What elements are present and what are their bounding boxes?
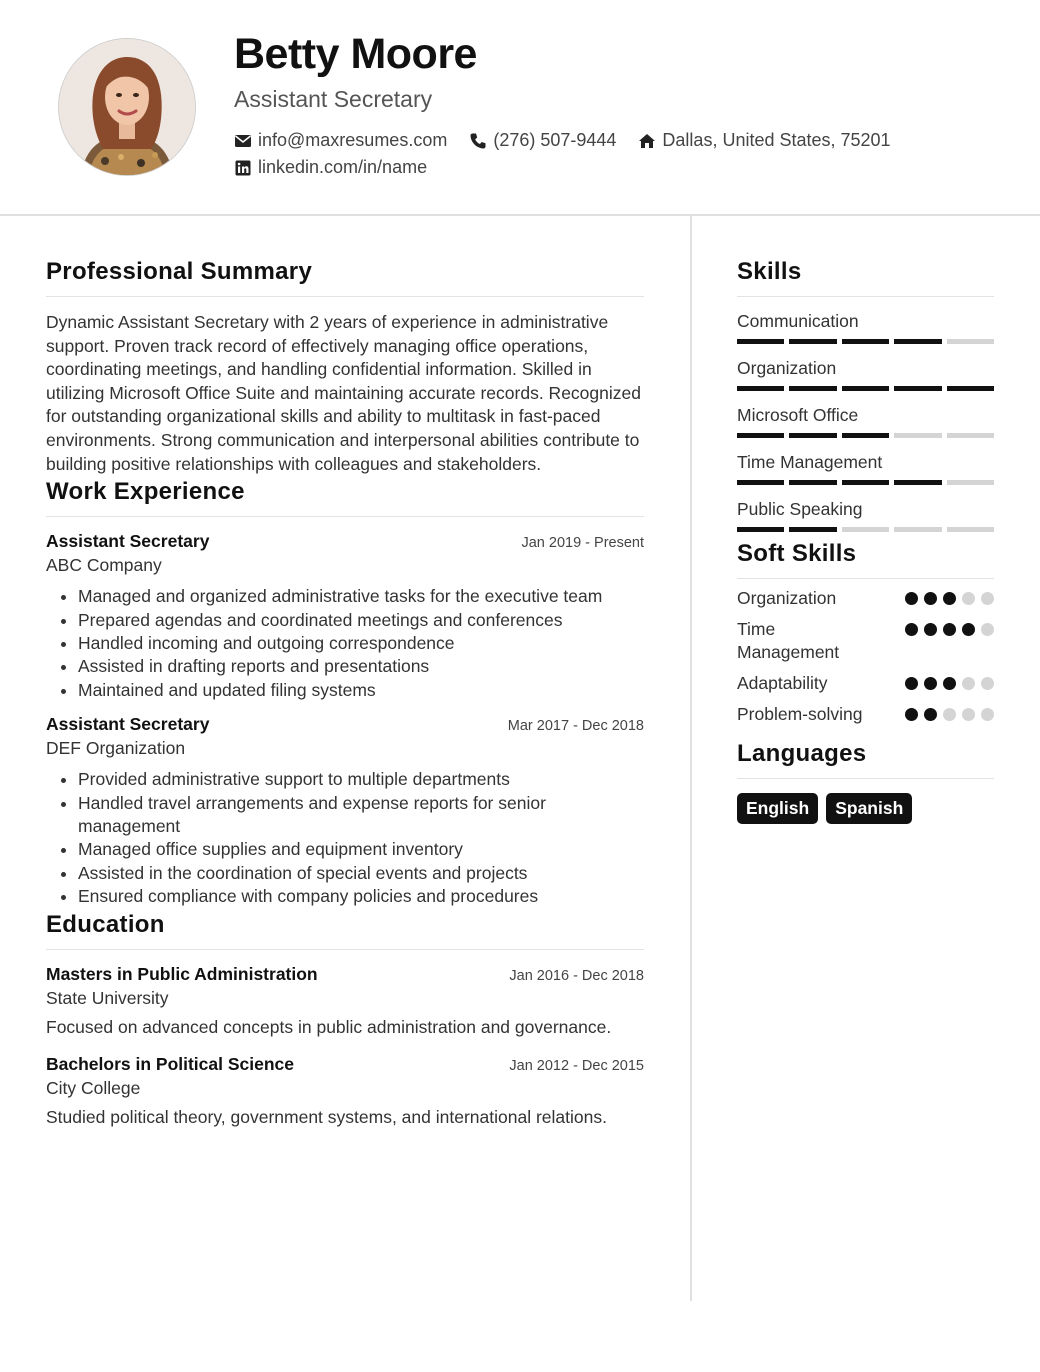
profile-photo [59, 39, 195, 175]
soft-skill-item [737, 587, 994, 610]
soft-skills-list [737, 587, 994, 726]
column-divider [690, 216, 692, 1301]
bullet-item: • Managed and organized administrative tasks for the executive team [78, 585, 644, 608]
degree-description: Studied political theory, government systems, and international relations. [46, 1106, 607, 1127]
degree-description: Focused on advanced concepts in public administration and governance. [46, 1016, 612, 1037]
skill-level-bar [737, 339, 994, 344]
job-company: ABC Company [46, 555, 162, 576]
summary-text: Dynamic Assistant Secretary with 2 years of experience in administrative support. Proven track record of effectively managing office operations, coordinating meetings, and handling confidential information. Skilled in utilizing Microsoft Office Suite and maintaining accurate records. Recognized for outstanding organizational skills and ability to multitask in fast-paced environments. Strong communication and interpersonal abilities contribute to building positive relationships with colleagues and stakeholders. [46, 312, 641, 474]
education-entry [46, 1054, 644, 1128]
right-column [737, 258, 994, 824]
skill-item [737, 499, 994, 532]
skills-heading: Skills [737, 258, 994, 297]
skill-level-segment [842, 386, 889, 391]
skill-name: Communication [737, 311, 859, 331]
location-text: Dallas, United States, 75201 [662, 130, 891, 150]
left-column [46, 258, 644, 1128]
skill-level-segment [947, 433, 994, 438]
soft-skill-name: Problem-solving [737, 704, 863, 724]
soft-skill-dot [905, 592, 918, 605]
soft-skill-dot [943, 677, 956, 690]
skill-level-segment [789, 527, 836, 532]
skill-item [737, 452, 994, 485]
soft-skill-item [737, 672, 994, 695]
skill-name: Time Management [737, 452, 883, 472]
language-badge: English [737, 793, 818, 824]
candidate-title: Assistant Secretary [234, 86, 433, 112]
bullet-item: • Handled incoming and outgoing correspondence [78, 632, 644, 655]
skill-level-segment [842, 339, 889, 344]
soft-skill-name: Adaptability [737, 673, 828, 693]
job-company: DEF Organization [46, 738, 186, 759]
home-icon [638, 132, 656, 150]
skill-level-segment [894, 527, 941, 532]
contact-email[interactable] [234, 130, 447, 151]
skill-name: Microsoft Office [737, 405, 859, 425]
skill-level-bar [737, 527, 994, 532]
email-text: info@maxresumes.com [258, 130, 448, 150]
skill-level-bar [737, 386, 994, 391]
contact-linkedin[interactable] [234, 157, 427, 178]
avatar [58, 38, 196, 176]
soft-skill-name: Organization [737, 588, 837, 608]
skill-level-segment [894, 433, 941, 438]
language-badge: Spanish [826, 793, 912, 824]
degree-title: Masters in Public Administration [46, 963, 318, 984]
skill-level-segment [842, 433, 889, 438]
soft-skill-dot [962, 677, 975, 690]
contact-phone[interactable] [469, 130, 616, 151]
school-name: State University [46, 987, 169, 1008]
languages-list [737, 793, 994, 824]
soft-skill-dots [905, 592, 994, 605]
skill-level-segment [737, 386, 784, 391]
soft-skill-dot [962, 623, 975, 636]
degree-dates: Jan 2016 - Dec 2018 [509, 967, 644, 984]
bullet-item: • Handled travel arrangements and expense reports for senior management [78, 792, 644, 839]
contact-row [234, 130, 891, 151]
soft-skill-dot [981, 708, 994, 721]
skill-level-segment [947, 339, 994, 344]
soft-skill-dot [943, 592, 956, 605]
soft-skill-dot [905, 677, 918, 690]
soft-skill-dot [943, 623, 956, 636]
soft-skill-item [737, 618, 994, 664]
soft-skill-item [737, 703, 994, 726]
skill-level-bar [737, 433, 994, 438]
skill-level-segment [947, 480, 994, 485]
soft-skill-dots [905, 677, 994, 690]
phone-icon [469, 132, 487, 150]
skill-item [737, 405, 994, 438]
job-entry [46, 531, 644, 702]
linkedin-text: linkedin.com/in/name [258, 157, 428, 177]
skill-level-segment [842, 480, 889, 485]
skill-level-segment [737, 480, 784, 485]
education-entry [46, 964, 644, 1038]
skill-level-segment [789, 386, 836, 391]
job-title: Assistant Secretary [46, 714, 210, 735]
job-bullets [46, 768, 644, 908]
phone-text: (276) 507-9444 [493, 130, 617, 150]
soft-skill-dot [981, 677, 994, 690]
skill-level-segment [894, 480, 941, 485]
skill-level-segment [789, 433, 836, 438]
skill-level-segment [842, 527, 889, 532]
bullet-item: • Prepared agendas and coordinated meetings and conferences [78, 609, 644, 632]
skill-name: Public Speaking [737, 499, 863, 519]
job-dates: Mar 2017 - Dec 2018 [507, 718, 644, 735]
skill-level-segment [737, 433, 784, 438]
contact-row-2 [234, 157, 427, 178]
soft-skill-dot [924, 677, 937, 690]
skill-level-bar [737, 480, 994, 485]
experience-heading: Work Experience [46, 478, 644, 517]
soft-skill-dot [962, 592, 975, 605]
skills-list [737, 311, 994, 532]
bullet-item: • Provided administrative support to multiple departments [78, 768, 644, 791]
skill-level-segment [947, 527, 994, 532]
skill-level-segment [789, 339, 836, 344]
skill-level-segment [894, 339, 941, 344]
job-dates: Jan 2019 - Present [521, 535, 644, 552]
school-name: City College [46, 1077, 141, 1098]
bullet-item: • Assisted in drafting reports and presentations [78, 655, 644, 678]
summary-heading: Professional Summary [46, 258, 644, 297]
bullet-item: • Managed office supplies and equipment inventory [78, 838, 644, 861]
soft-skill-dots [905, 623, 994, 636]
envelope-icon [234, 132, 252, 150]
soft-skills-heading: Soft Skills [737, 540, 994, 579]
skill-item [737, 311, 994, 344]
soft-skill-dot [924, 623, 937, 636]
soft-skill-dot [905, 623, 918, 636]
soft-skill-dot [924, 592, 937, 605]
contact-location [638, 130, 890, 151]
soft-skill-dot [981, 623, 994, 636]
degree-title: Bachelors in Political Science [46, 1053, 295, 1074]
soft-skill-dot [905, 708, 918, 721]
linkedin-icon [234, 159, 252, 177]
bullet-item: • Assisted in the coordination of special events and projects [78, 862, 644, 885]
education-heading: Education [46, 911, 644, 950]
bullet-item: • Maintained and updated filing systems [78, 679, 644, 702]
skill-level-segment [737, 339, 784, 344]
degree-dates: Jan 2012 - Dec 2015 [509, 1057, 644, 1074]
soft-skill-dot [962, 708, 975, 721]
job-bullets [46, 585, 644, 702]
resume-header [0, 0, 1040, 216]
skill-level-segment [947, 386, 994, 391]
skill-item [737, 358, 994, 391]
skill-level-segment [789, 480, 836, 485]
skill-name: Organization [737, 358, 837, 378]
soft-skill-dot [981, 592, 994, 605]
job-title: Assistant Secretary [46, 531, 210, 552]
languages-heading: Languages [737, 740, 994, 779]
bullet-item: • Ensured compliance with company policies and procedures [78, 885, 644, 908]
skill-level-segment [894, 386, 941, 391]
candidate-name: Betty Moore [234, 30, 477, 78]
soft-skill-name: Time Management [737, 619, 840, 662]
job-entry [46, 714, 644, 908]
soft-skill-dot [943, 708, 956, 721]
skill-level-segment [737, 527, 784, 532]
soft-skill-dots [905, 708, 994, 721]
soft-skill-dot [924, 708, 937, 721]
